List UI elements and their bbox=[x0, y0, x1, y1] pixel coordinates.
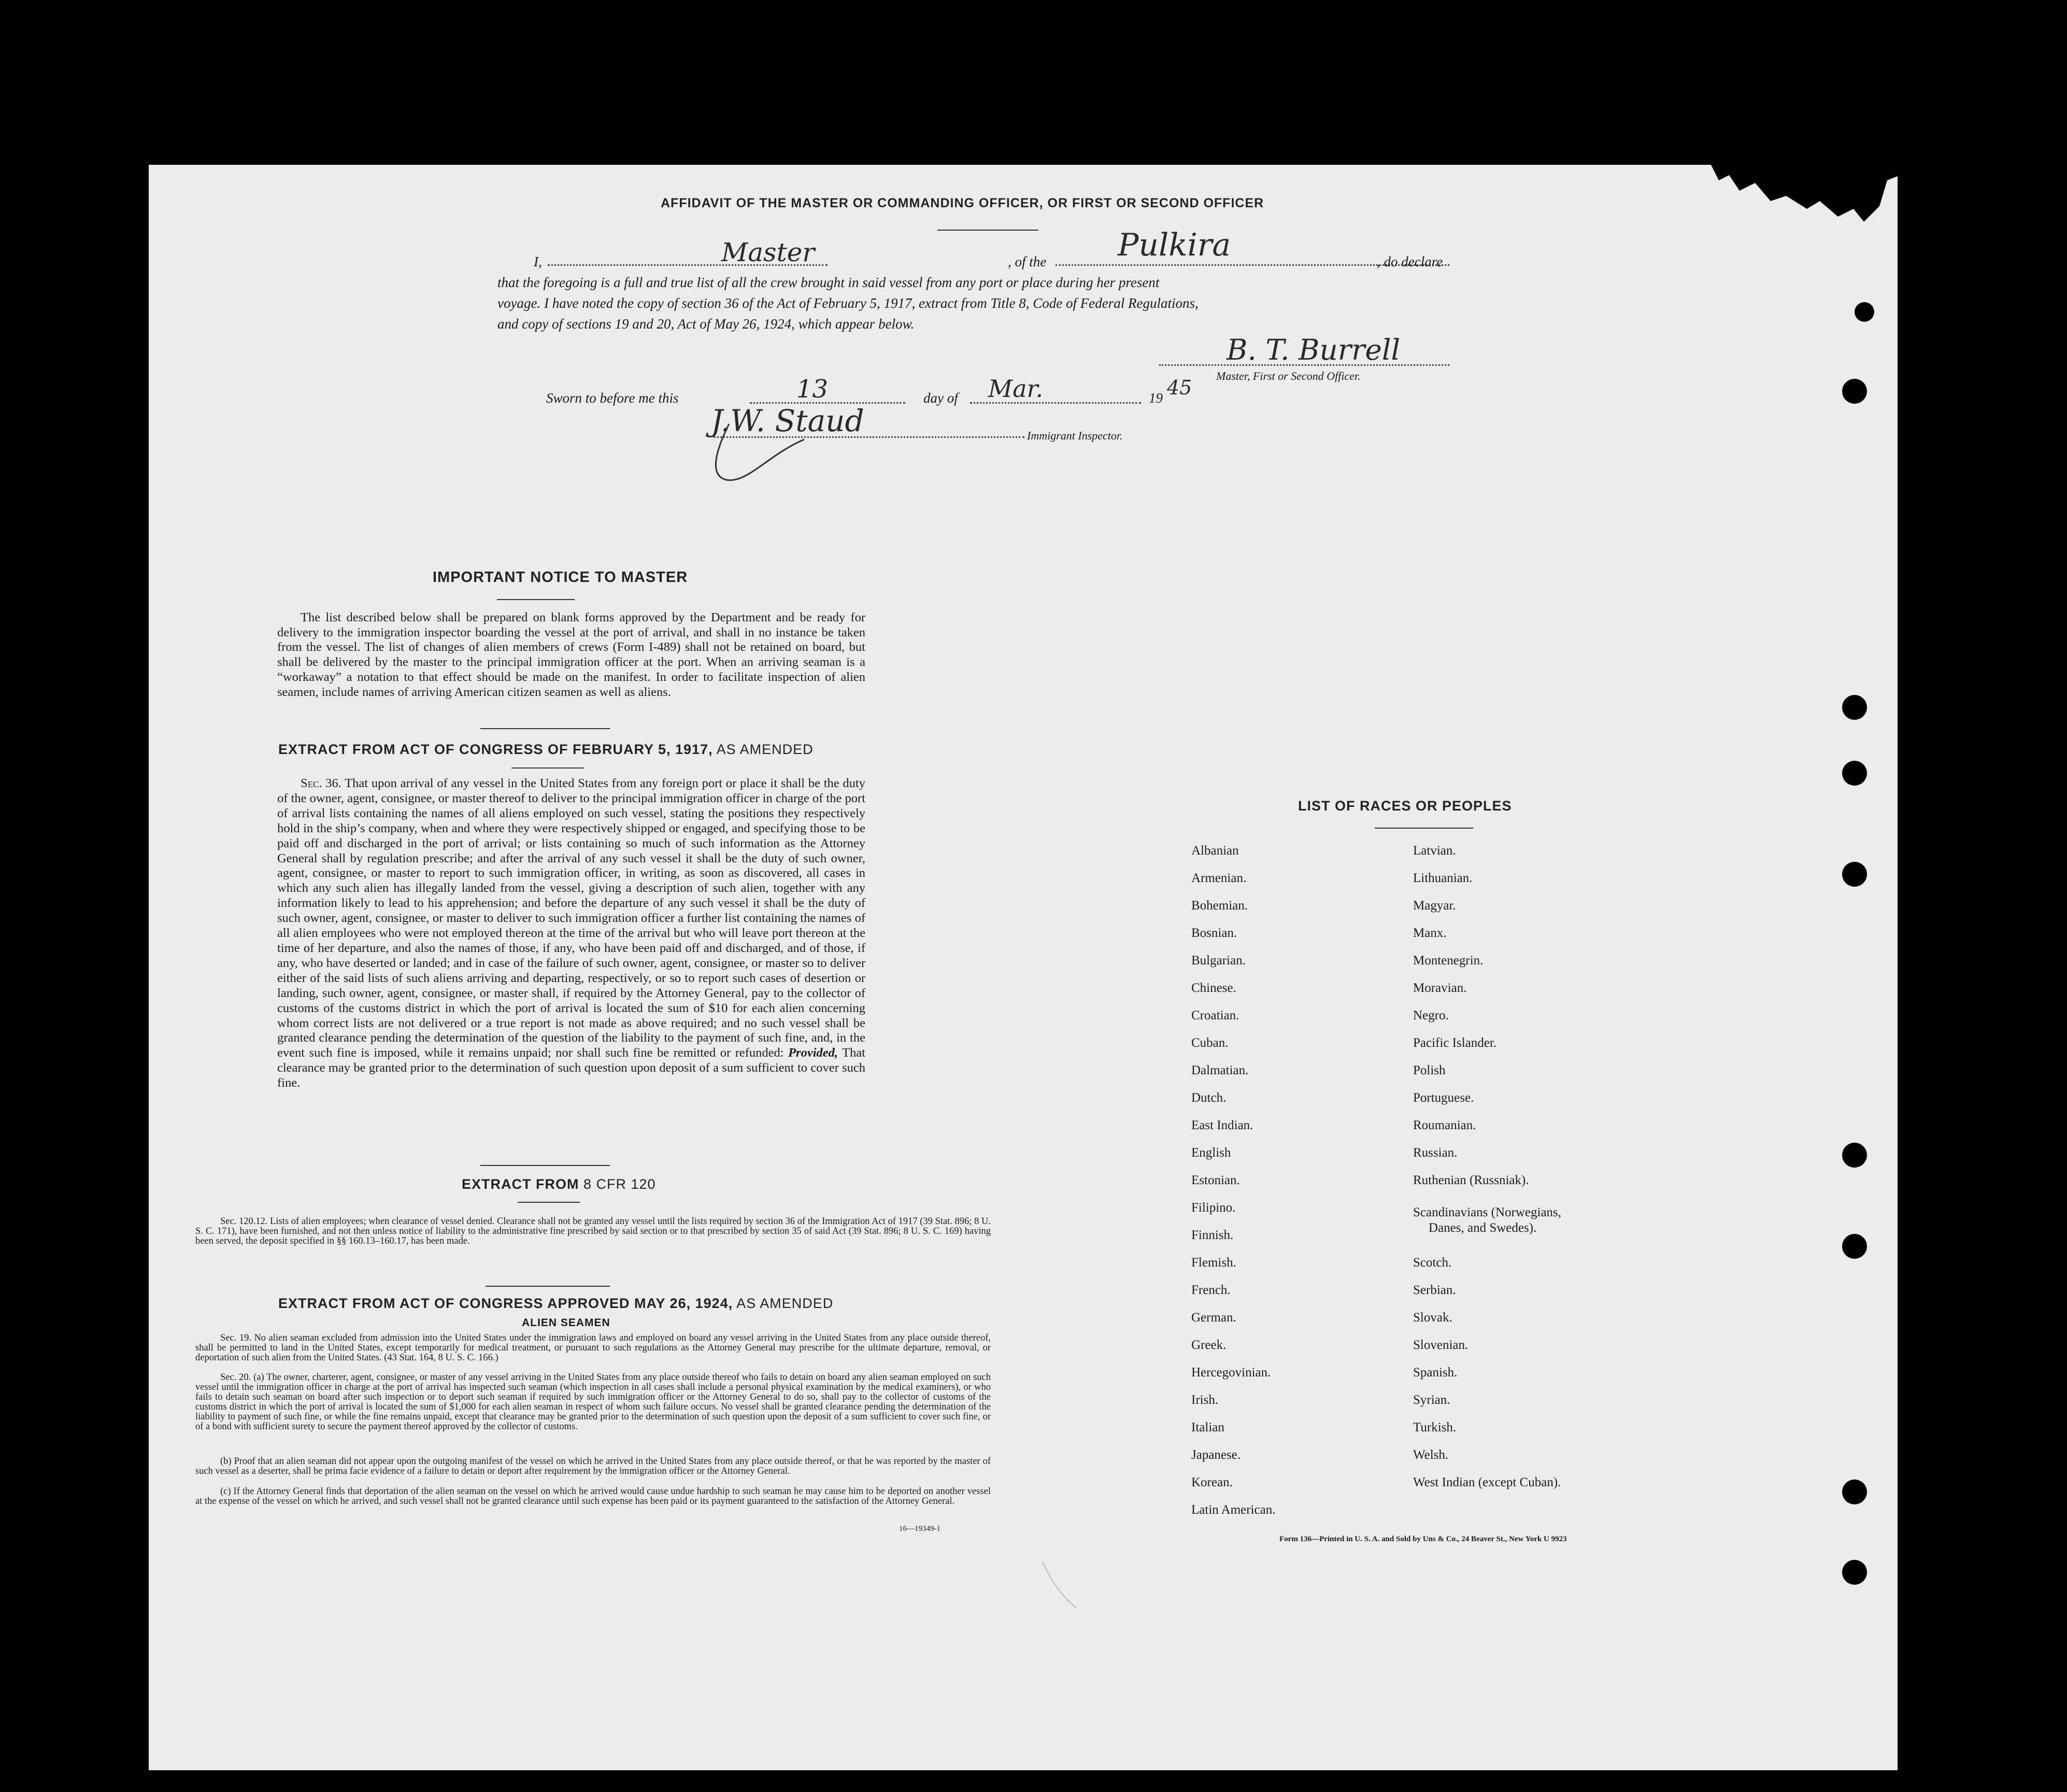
provided-label: Provided, bbox=[788, 1046, 838, 1060]
divider bbox=[511, 767, 584, 769]
race-item: Moravian. bbox=[1413, 981, 1467, 995]
race-item: Syrian. bbox=[1413, 1393, 1450, 1407]
declare-label: , do declare bbox=[1377, 254, 1443, 269]
signature-flourish bbox=[706, 419, 820, 486]
race-item: Greek. bbox=[1191, 1338, 1227, 1352]
affidavit-line-3: and copy of sections 19 and 20, Act of May 26, 1924, which appear below. bbox=[497, 316, 915, 332]
race-item: Scandinavians (Norwegians, bbox=[1413, 1205, 1562, 1219]
i-label: I, bbox=[534, 254, 542, 269]
divider bbox=[480, 1165, 610, 1166]
race-item: Slovak. bbox=[1413, 1311, 1452, 1325]
sec-20a-text: Sec. 20. (a) The owner, charterer, agent, consignee, or master of any vessel arriving in the United States from any place outside thereof who fails to detain on board any alien seaman employed on such vessel until the immigration officer in charge at the port of arrival has inspected such seaman (which inspection in all cases shall include a personal physical examination by the medical examiners), or who fails to detain such seaman on board after such inspection or to deport such seaman if required by such immigration officer or the Attorney General to do so, shall pay to the collector of customs of the customs district in which the port of arrival is located the sum of $1,000 for each alien seaman in respect of whom such failure occurs. No vessel shall be granted clearance pending the determination of the liability to payment of such fine, or while the fine remains unpaid, except that clearance may be granted prior to the determination of such question upon the deposit of a sum sufficient to cover such fine, or of a bond with sufficient surety to secure the payment thereof approved by the collector of customs. bbox=[195, 1372, 991, 1432]
race-item: Hercegovinian. bbox=[1191, 1366, 1271, 1379]
race-item: Serbian. bbox=[1413, 1283, 1456, 1297]
punch-hole bbox=[1842, 761, 1867, 786]
divider bbox=[486, 1286, 610, 1287]
race-item: Welsh. bbox=[1413, 1448, 1449, 1462]
divider bbox=[497, 599, 575, 600]
race-item: Filipino. bbox=[1191, 1201, 1236, 1215]
race-item: Japanese. bbox=[1191, 1448, 1241, 1462]
race-item: Cuban. bbox=[1191, 1036, 1229, 1050]
sec-36-text: That upon arrival of any vessel in the United States from any foreign port or place it shall be the duty of the owner, agent, consignee, or master thereof to deliver to the principal immigration officer in charge of the port of arrival lists containing the names of all aliens employed on such vessel, stating the positions they respectively hold in the ship’s company, when and where they were respectively shipped or engaged, and specifying those to be paid off and discharged in the port of arrival; or lists containing so much of such information as the Attorney General shall by regulation prescribe; and after the arrival of any such vessel it shall be the duty of such owner, agent, consignee, or master to report to such immigration officer, in writing, as soon as discovered, all cases in which any such alien has illegally landed from the vessel, giving a description of such alien, together with any information likely to lead to his apprehension; and before the departure of any such vessel it shall be the duty of such owner, agent, consignee, or master to deliver to such immigration officer a further list containing the names of all alien employees who were not employed thereon at the time of the arrival but who will leave port thereon at the time of her departure, and also the names of those, if any, who have been paid off and discharged, and of those, if any, who have deserted or landed; and in case of the failure of such owner, agent, consignee, or master so to deliver either of the said lists of such aliens arriving and departing, respectively, or so to report such cases of desertion or landing, such owner, agent, consignee, or master shall, if required by the Attorney General, pay to the collector of customs of the customs district in which the port of arrival is located the sum of $10 for each alien concerning whom correct lists are not delivered or a true report is not made as above required; and no such vessel shall be granted clearance pending the determination of the question of the liability to the payment of such fine, and, in the event such fine is imposed, while it remains unpaid; nor shall such fine be remitted or refunded: bbox=[277, 776, 865, 1060]
notice-body: The list described below shall be prepared on blank forms approved by the Department and be ready for delivery to the immigration inspector boarding the vessel at the port of arrival, and shall in no instance be taken from the vessel. The list of changes of alien members of crews (Form I-489) shall not be retained on board, but shall be delivered by the master to the principal immigration officer at the port. When an arriving seaman is a “workaway” a notation to that effect should be made on the manifest. In order to facilitate inspection of alien seamen, include names of arriving American citizen seamen as well as aliens. bbox=[277, 610, 865, 699]
inspector-caption: Immigrant Inspector. bbox=[1027, 429, 1123, 442]
of-the-label: , of the bbox=[1008, 254, 1047, 269]
race-item: Flemish. bbox=[1191, 1256, 1236, 1270]
race-item: Lithuanian. bbox=[1413, 871, 1473, 885]
divider bbox=[480, 728, 610, 729]
handwritten-name: Master bbox=[721, 237, 815, 267]
punch-hole bbox=[1842, 1143, 1867, 1168]
race-item: West Indian (except Cuban). bbox=[1413, 1475, 1561, 1489]
race-item: Bohemian. bbox=[1191, 899, 1248, 913]
race-item: Ruthenian (Russniak). bbox=[1413, 1173, 1529, 1187]
races-title: LIST OF RACES OR PEOPLES bbox=[1298, 798, 1512, 814]
race-item: Croatian. bbox=[1191, 1008, 1239, 1022]
divider bbox=[937, 230, 1038, 231]
affidavit-line-1: that the foregoing is a full and true list of all the crew brought in said vessel from any port or place during her present bbox=[497, 275, 1160, 290]
extract-cfr-body: Sec. 120.12. Lists of alien employees; when clearance of vessel denied. Clearance shall not be granted any vessel until the lists required by section 36 of the Immigration Act of 1917 (39 Stat. 896; 8 U. S. C. 171), have been furnished, and not then unless notice of liability to the administrative fine prescribed by said section or to that prescribed by section 35 of said Act (39 Stat. 896; 8 U. S. C. 169) having been served, the deposit specified in §§ 160.13–160.17, has been made. bbox=[195, 1216, 991, 1246]
divider bbox=[518, 1202, 580, 1203]
race-item: Latvian. bbox=[1413, 844, 1456, 858]
race-item: Estonian. bbox=[1191, 1173, 1240, 1187]
punch-hole bbox=[1842, 379, 1867, 404]
extract-1924-title-rest: AS AMENDED bbox=[733, 1296, 834, 1311]
year-prefix: 19 bbox=[1149, 390, 1163, 406]
race-item: Spanish. bbox=[1413, 1366, 1458, 1379]
race-item: Turkish. bbox=[1413, 1420, 1457, 1434]
affidavit-title: AFFIDAVIT OF THE MASTER OR COMMANDING OFFICER, OR FIRST OR SECOND OFFICER bbox=[661, 196, 1264, 210]
race-item: Chinese. bbox=[1191, 981, 1236, 995]
extract-cfr-title-bold: EXTRACT FROM bbox=[462, 1176, 579, 1192]
inspector-signature: J.W. Staud bbox=[711, 403, 864, 438]
officer-signature: B. T. Burrell bbox=[1227, 333, 1401, 366]
sec-20c-text: (c) If the Attorney General finds that deportation of the alien seaman on the vessel on which he arrived would cause undue hardship to such seaman he may cause him to be deported on another vessel at the expense of the vessel on which he arrived, and such vessel shall not be granted clearance until such expense has been paid or its payment guaranteed to the satisfaction of the Attorney General. bbox=[195, 1486, 991, 1506]
race-item: Danes, and Swedes). bbox=[1429, 1221, 1537, 1235]
punch-hole bbox=[1842, 1560, 1867, 1585]
race-item: Pacific Islander. bbox=[1413, 1036, 1497, 1050]
sworn-label: Sworn to before me this bbox=[546, 390, 679, 406]
race-item: Roumanian. bbox=[1413, 1118, 1476, 1132]
race-item: Korean. bbox=[1191, 1475, 1233, 1489]
extract-1917-title-bold: EXTRACT FROM ACT OF CONGRESS OF FEBRUARY 5, 1917, bbox=[278, 742, 713, 757]
extract-1917-body bbox=[277, 776, 865, 1091]
punch-hole bbox=[1842, 862, 1867, 887]
extract-1924-title bbox=[278, 1296, 833, 1312]
race-item: Albanian bbox=[1191, 844, 1239, 858]
sec-36-label: Sec. 36. bbox=[301, 776, 341, 790]
torn-corner bbox=[1708, 160, 1900, 232]
race-item: Latin American. bbox=[1191, 1503, 1276, 1517]
day-label: day of bbox=[923, 390, 958, 406]
race-item: German. bbox=[1191, 1311, 1236, 1325]
notice-title: IMPORTANT NOTICE TO MASTER bbox=[433, 569, 688, 586]
race-item: Dutch. bbox=[1191, 1091, 1227, 1105]
handwritten-day: 13 bbox=[796, 375, 829, 404]
sec-36-text-end: That clearance may be granted prior to the determination of such question upon deposit of a sum sufficient to cover such fine. bbox=[277, 1046, 865, 1090]
race-item: Montenegrin. bbox=[1413, 954, 1484, 968]
race-item: Negro. bbox=[1413, 1008, 1449, 1022]
handwritten-month: Mar. bbox=[988, 375, 1044, 403]
race-item: Finnish. bbox=[1191, 1228, 1234, 1242]
divider bbox=[1375, 828, 1473, 829]
punch-hole bbox=[1842, 1480, 1867, 1504]
race-item: East Indian. bbox=[1191, 1118, 1253, 1132]
sec-20b-text: (b) Proof that an alien seaman did not appear upon the outgoing manifest of the vessel on which he arrived in the United States from any place outside thereof, or that he was reported by the master of such vessel as a deserter, shall be prima facie evidence of a failure to detain or deport after requirement by the immigration officer or the Attorney General. bbox=[195, 1456, 991, 1476]
affidavit-line-2: voyage. I have noted the copy of section 36 of the Act of February 5, 1917, extract from Title 8, Code of Federal Regulations, bbox=[497, 295, 1199, 311]
race-item: Russian. bbox=[1413, 1146, 1458, 1160]
race-item: Slovenian. bbox=[1413, 1338, 1469, 1352]
extract-cfr-title bbox=[462, 1176, 656, 1192]
race-item: Dalmatian. bbox=[1191, 1063, 1249, 1077]
form-code: 16—19349-1 bbox=[899, 1525, 940, 1533]
punch-hole bbox=[1842, 695, 1867, 720]
race-item: Bosnian. bbox=[1191, 926, 1237, 940]
race-item: French. bbox=[1191, 1283, 1231, 1297]
race-item: English bbox=[1191, 1146, 1231, 1160]
handwritten-year: 45 bbox=[1167, 376, 1192, 399]
handwritten-vessel: Pulkira bbox=[1118, 227, 1231, 263]
race-item: Bulgarian. bbox=[1191, 954, 1246, 968]
extract-1924-title-bold: EXTRACT FROM ACT OF CONGRESS APPROVED MAY 26, 1924, bbox=[278, 1296, 733, 1311]
form-page bbox=[149, 165, 1898, 1770]
extract-1917-title bbox=[278, 742, 814, 758]
race-item: Portuguese. bbox=[1413, 1091, 1474, 1105]
race-item: Italian bbox=[1191, 1420, 1224, 1434]
officer-caption: Master, First or Second Officer. bbox=[1216, 369, 1361, 382]
paper-mark bbox=[1040, 1559, 1081, 1611]
race-item: Manx. bbox=[1413, 926, 1447, 940]
race-item: Irish. bbox=[1191, 1393, 1219, 1407]
extract-1917-title-rest: AS AMENDED bbox=[712, 742, 814, 757]
race-item: Magyar. bbox=[1413, 899, 1456, 913]
extract-cfr-title-rest: 8 CFR 120 bbox=[579, 1176, 656, 1192]
alien-seamen-subtitle: ALIEN SEAMEN bbox=[522, 1317, 610, 1329]
race-item: Armenian. bbox=[1191, 871, 1247, 885]
race-item: Scotch. bbox=[1413, 1256, 1452, 1270]
printer-line: Form 136—Printed in U. S. A. and Sold by Uns & Co., 24 Beaver St., New York U 9923 bbox=[1279, 1535, 1567, 1543]
sec-19-text: Sec. 19. No alien seaman excluded from admission into the United States under the immigration laws and employed on board any vessel arriving in the United States from any place outside thereof, shall be permitted to land in the United States, except temporarily for medical treatment, or pursuant to such regulations as the Attorney General may prescribe for the ultimate departure, removal, or deportation of such alien from the United States. (43 Stat. 164, 8 U. S. C. 166.) bbox=[195, 1333, 991, 1363]
punch-hole bbox=[1842, 1234, 1867, 1259]
punch-hole bbox=[1855, 302, 1874, 322]
race-item: Polish bbox=[1413, 1063, 1446, 1077]
